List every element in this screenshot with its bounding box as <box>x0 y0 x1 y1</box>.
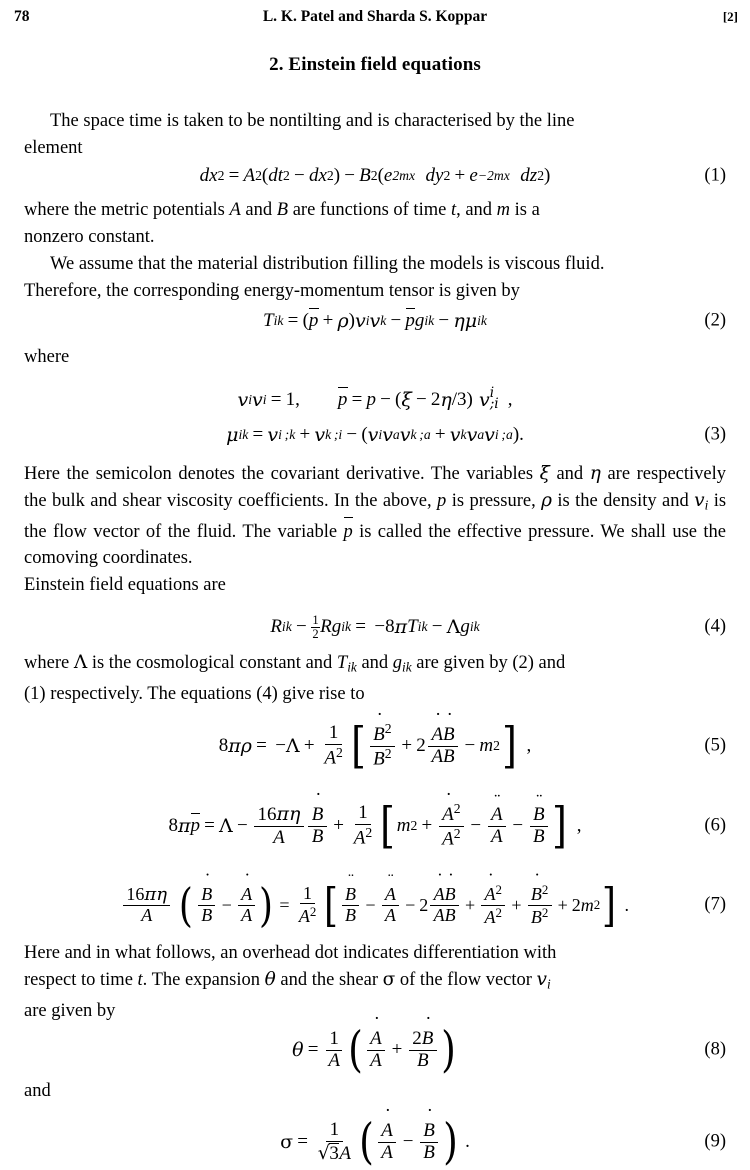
symbol-p: p <box>437 490 447 511</box>
paragraph-2-text-c: are functions of time <box>292 200 447 220</box>
equation-4-number: (4) <box>704 616 726 637</box>
paragraph-5-text-h: is called the effective pressure. We shall use the comoving coordinates. <box>24 521 726 569</box>
equation-3-line-2 <box>24 414 726 456</box>
equation-3-number: (3) <box>704 424 726 445</box>
equation-6-number: (6) <box>704 815 726 836</box>
paragraph-7 <box>24 940 726 1024</box>
equation-5-expression: 8 π ρ = − Λ + $\frac{1}{A^2}$ [ $\frac{B ˙^2}{B^2}$ + 2 $\frac{A ˙B ˙}{AB}$ − m 2 ] , <box>219 718 531 774</box>
paragraph-6 <box>24 650 726 708</box>
equation-8 <box>24 1018 726 1082</box>
running-head <box>0 8 750 30</box>
equation-9 <box>24 1110 726 1170</box>
equation-6 <box>24 790 726 862</box>
paragraph-5-text-i: Einstein field equations are <box>24 574 226 595</box>
paragraph-5-text-g: is the flow vector of the fluid. The variable <box>24 490 727 542</box>
paragraph-1-line-2: element <box>24 137 83 158</box>
symbol-T-ik: $T_{ik}$ <box>336 653 357 675</box>
paragraph-7-text-c: . The expansion <box>142 969 260 990</box>
symbol-A: A <box>229 200 241 220</box>
paragraph-6-text-b: is the cosmological constant and <box>91 653 333 673</box>
page-number: 78 <box>14 8 30 25</box>
symbol-B: B <box>276 200 289 220</box>
symbol-v-i-2: $v_i$ <box>536 968 551 992</box>
equation-5-number: (5) <box>704 735 726 756</box>
paragraph-2-text-b: and <box>245 200 273 220</box>
paragraph-7-text-d: and the shear <box>280 969 378 990</box>
paragraph-4-text: where <box>24 347 70 367</box>
paragraph-2-text-f: nonzero constant. <box>24 226 155 247</box>
paragraph-5 <box>24 461 726 598</box>
symbol-Lambda: Λ <box>73 652 88 673</box>
symbol-sigma: σ <box>382 968 396 990</box>
equation-3-line-1-expression: v i v i = 1 , p = p − ( ξ − 2 η /3) v i ;i , <box>237 384 513 413</box>
equation-5 <box>24 710 726 782</box>
paragraph-2 <box>24 197 726 250</box>
symbol-m: m <box>496 200 511 220</box>
paragraph-1 <box>24 108 726 161</box>
symbol-g-ik: $g_{ik}$ <box>392 653 412 675</box>
equation-7-number: (7) <box>704 894 726 915</box>
symbol-rho: ρ <box>541 489 553 511</box>
symbol-t-2: t <box>137 969 143 990</box>
equation-9-expression: σ = 1 √ 3 A ( $\frac{A ˙}{A}$ − $\frac{B ˙}{B}$ ) . <box>280 1114 470 1170</box>
equation-1-number: (1) <box>704 165 726 186</box>
running-head-authors: L. K. Patel and Sharda S. Koppar <box>262 8 488 25</box>
symbol-p-bar: p <box>343 519 352 546</box>
paragraph-6-text-a: where <box>24 653 70 673</box>
symbol-t: t <box>450 200 457 220</box>
equation-3-line-2-expression: μ ik = v i ;k + v k ;i − ( v i v a v k ;a + v k v a v i ;a ). <box>226 424 524 446</box>
paragraph-7-text-f: are given by <box>24 1000 116 1021</box>
paragraph-2-text-a: where the metric potentials <box>24 200 225 220</box>
paragraph-4 <box>24 344 726 371</box>
paragraph-7-text-b: respect to time <box>24 969 133 990</box>
equation-7 <box>24 868 726 942</box>
equation-1 <box>24 156 726 196</box>
equation-8-number: (8) <box>704 1039 726 1060</box>
paragraph-6-text-d: are given by (2) and <box>416 653 566 673</box>
paragraph-7-line-1: Here and in what follows, an overhead dot indicates differentiation with <box>24 943 557 963</box>
paragraph-5-text-b: and <box>556 464 584 484</box>
equation-2 <box>24 302 726 340</box>
paragraph-8 <box>24 1078 726 1105</box>
equation-4-expression: R ik − $\frac{1}{2}$ R g ik = − 8 π T ik − Λ g ik <box>270 612 480 641</box>
paragraph-5-text-d: is <box>451 490 465 511</box>
running-head-marker: [2] <box>722 9 738 24</box>
section-heading: 2. Einstein field equations <box>269 54 481 75</box>
equation-8-expression: θ = $\frac{1}{A}$ ( $\frac{A ˙}{A}$ + $\frac{2B ˙}{B}$ ) <box>292 1022 458 1078</box>
paragraph-8-text: and <box>24 1081 51 1101</box>
equation-1-expression: dx 2 = A 2 ( dt 2 − dx 2 ) − B 2 ( e 2mx dy 2 + e −2mx dz 2 ) <box>199 165 551 186</box>
paragraph-7-text-e: of the flow vector <box>399 969 532 990</box>
symbol-v-i: $v_i$ <box>694 489 709 513</box>
paragraph-3 <box>24 251 726 304</box>
paragraph-5-text-e: pressure, <box>469 490 536 511</box>
equation-2-number: (2) <box>704 310 726 331</box>
paragraph-5-text-a: Here the semicolon denotes the covariant derivative. The variables <box>24 464 534 484</box>
paragraph-6-text-c: and <box>361 653 389 673</box>
symbol-eta: η <box>589 463 601 484</box>
paragraph-3-line-1: We assume that the material distribution filling the models is viscous fluid. <box>50 254 605 274</box>
paragraph-3-line-2: Therefore, the corresponding energy-momentum tensor is given by <box>24 280 520 301</box>
symbol-theta: θ <box>264 968 276 990</box>
equation-6-expression: 8 π p = Λ − $\frac{16\pi\eta}{A}$ $\frac{B ˙}{B}$ + $\frac{1}{A^2}$ [ m 2 + $\frac{A ˙^2}{A^2}$ − $\frac{A ¨}{A}$ − $\frac{B ¨}{B}$ ] , <box>168 798 581 854</box>
equation-4 <box>24 608 726 646</box>
equation-2-expression: T ik = ( p + ρ ) v i v k − p g ik − η μ ik <box>263 310 487 332</box>
paragraph-5-text-f: is the density and <box>557 490 689 511</box>
paragraph-2-text-e: is a <box>514 200 540 220</box>
equation-9-number: (9) <box>704 1131 726 1152</box>
paragraph-2-text-d: , and <box>456 200 493 220</box>
paragraph-5-text-c: are respectively the bulk and shear viscosity coefficients. In the above, <box>24 464 727 511</box>
paragraph-6-text-e: (1) respectively. The equations (4) give rise to <box>24 684 365 705</box>
paragraph-1-line-1: The space time is taken to be nontilting and is characterised by the line <box>50 111 575 131</box>
equation-7-expression: $\frac{16\pi\eta}{A}$ ( $\frac{B ˙}{B}$ − $\frac{A ˙}{A}$ ) = $\frac{1}{A^2}$ [ $\frac{B ¨}{B}$ − $\frac{A ¨}{A}$ − 2 $\frac{A ˙B ˙}{AB}$ + $\frac{A ˙^2}{A^2}$ + $\frac{B ˙^2}{B^2}$ + 2 m 2 ] . <box>121 878 629 932</box>
symbol-xi: ξ <box>539 463 550 484</box>
